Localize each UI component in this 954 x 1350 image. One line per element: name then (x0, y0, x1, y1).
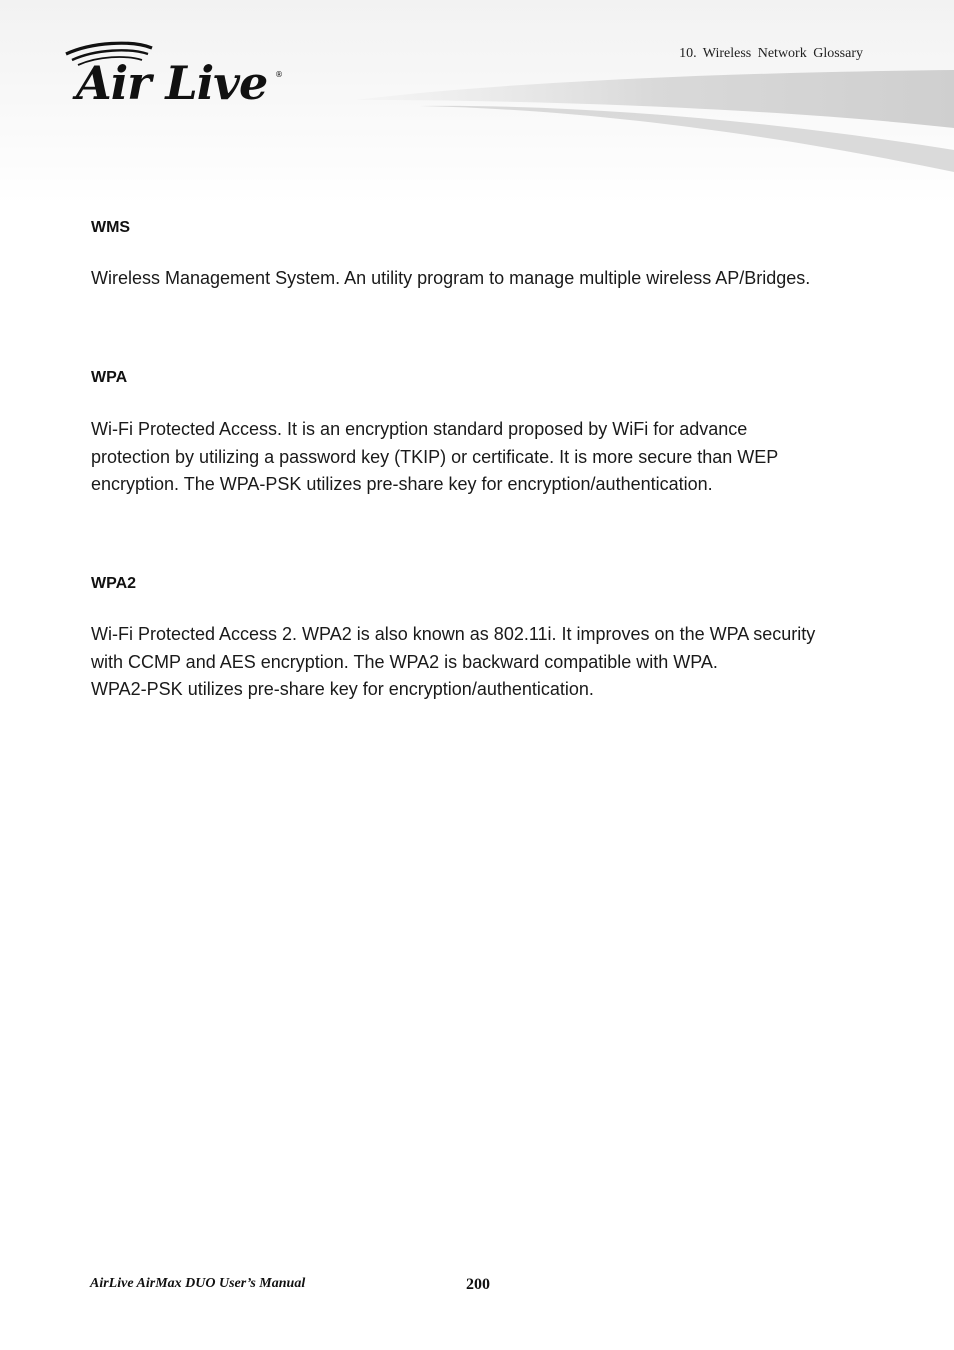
glossary-definition-wpa (91, 416, 881, 499)
definition-line: Wi-Fi Protected Access 2. WPA2 is also known as 802.11i. It improves on the WPA security (91, 624, 816, 644)
airlive-logo: Air Live (76, 56, 268, 110)
registered-mark: ® (275, 70, 283, 79)
footer-manual-title: AirLive AirMax DUO User’s Manual (90, 1276, 306, 1291)
glossary-term-wms: WMS (91, 219, 131, 236)
definition-line: Wireless Management System. An utility program to manage multiple wireless AP/Bridges. (91, 268, 811, 288)
definition-line: protection by utilizing a password key (TKIP) or certificate. It is more secure than WEP (91, 446, 779, 467)
page-number: 200 (466, 1276, 490, 1293)
definition-line: WPA2-PSK utilizes pre-share key for encryption/authentication. (91, 679, 594, 699)
glossary-term-wpa: WPA (91, 369, 128, 386)
definition-line: Wi-Fi Protected Access. It is an encryption standard proposed by WiFi for advance (91, 419, 748, 439)
glossary-definition-wpa2 (91, 621, 881, 704)
definition-line: encryption. The WPA-PSK utilizes pre-share key for encryption/authentication. (91, 474, 713, 494)
definition-line: with CCMP and AES encryption. The WPA2 is backward compatible with WPA. (91, 651, 718, 672)
glossary-definition-wms (91, 265, 881, 293)
chapter-title: 10. Wireless Network Glossary (679, 46, 863, 61)
glossary-term-wpa2: WPA2 (91, 575, 137, 592)
